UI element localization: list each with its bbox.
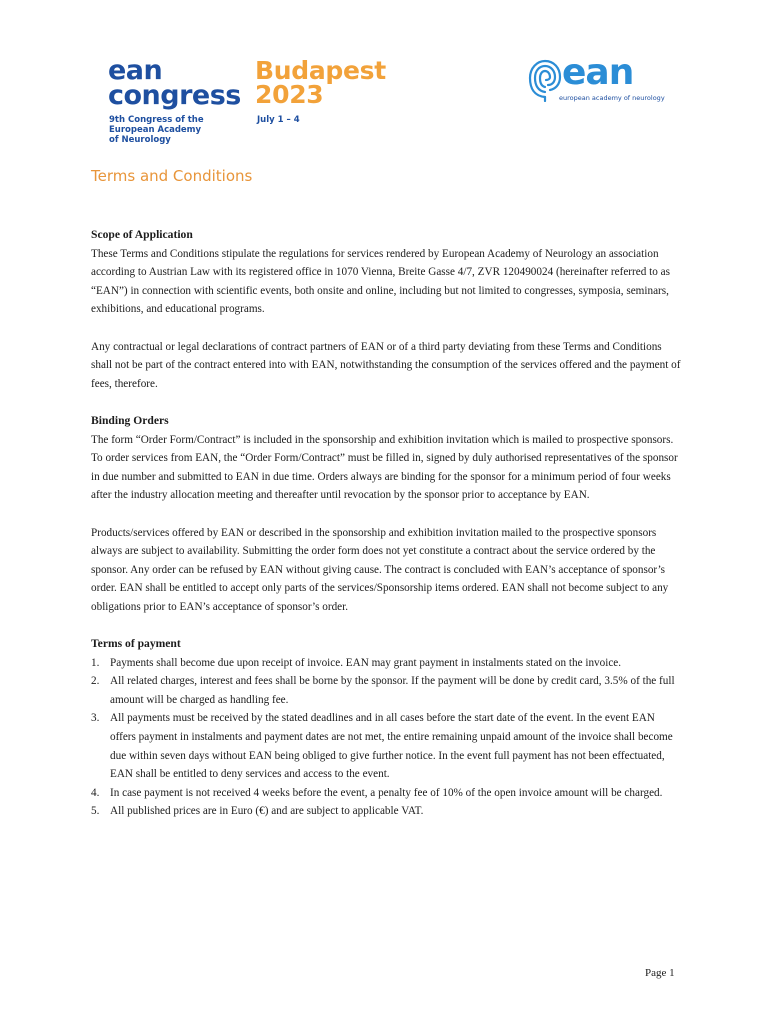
- ean-congress-logo: [108, 55, 241, 111]
- binding-paragraph-1: The form “Order Form/Contract” is included in the sponsorship and exhibition invitation which is mailed to prospective sponsors. To order services from EAN, the “Order Form/Contract” must be filled in, signed by duly authorised representatives of the sponsor in due number and submitted to EAN in due time. Orders always are binding for the sponsor for a minimum period of four weeks after the industry allocation meeting and thereafter until revocation by the sponsor prior to acceptance by EAN.: [91, 433, 678, 502]
- ean-wordmark: ean: [562, 52, 634, 93]
- scope-paragraph-2: Any contractual or legal declarations of contract partners of EAN or of a third party deviating from these Terms and Conditions shall not be part of the contract entered into with EAN, notwithstanding the consumption of the services offered and the payment of fees, therefore.: [91, 340, 681, 390]
- congress-subtitle: [109, 115, 204, 145]
- congress-dates: July 1 – 4: [257, 115, 300, 125]
- document-header: [0, 0, 770, 150]
- list-item: [91, 709, 681, 783]
- ean-logo: [528, 52, 668, 108]
- page-number: Page 1: [645, 967, 675, 979]
- document-body: [91, 226, 681, 821]
- list-text: All payments must be received by the stated deadlines and in all cases before the start date of the event. In the event EAN offers payment in instalments and payment dates are not met, the entire remaining unpaid amount of the invoice shall become due within seven days without EAN being obliged to give further notice. In the event full payment has not been effectuated, EAN shall be entitled to deny services and access to the event.: [110, 712, 673, 781]
- list-item: [91, 784, 681, 803]
- list-number: 3.: [91, 712, 100, 725]
- congress-sub-line: of Neurology: [109, 135, 171, 145]
- city-year-block: [255, 56, 386, 109]
- list-item: [91, 672, 681, 709]
- congress-year: 2023: [255, 80, 324, 109]
- ean-spiral-icon: [528, 58, 562, 102]
- list-number: 4.: [91, 786, 100, 799]
- list-number: 2.: [91, 675, 100, 688]
- list-text: In case payment is not received 4 weeks before the event, a penalty fee of 10% of the open invoice amount will be charged.: [110, 786, 663, 799]
- ean-tagline: european academy of neurology: [559, 94, 665, 102]
- list-item: [91, 654, 681, 673]
- list-text: All related charges, interest and fees shall be borne by the sponsor. If the payment will be done by credit card, 3.5% of the full amount will be charged as handling fee.: [110, 675, 675, 706]
- brand-line-1: ean: [108, 55, 163, 86]
- payment-terms-list: [91, 654, 681, 821]
- list-number: 1.: [91, 656, 100, 669]
- document-title: Terms and Conditions: [91, 167, 253, 185]
- list-text: Payments shall become due upon receipt of invoice. EAN may grant payment in instalments stated on the invoice.: [110, 656, 622, 669]
- binding-paragraph-2: Products/services offered by EAN or described in the sponsorship and exhibition invitation mailed to the prospective sponsors always are subject to availability. Submitting the order form does not yet constitute a contract about the service ordered by the sponsor. Any order can be refused by EAN without giving cause. The contract is concluded with EAN’s acceptance of sponsor’s order. EAN shall be entitled to accept only parts of the services/Sponsorship items ordered. EAN shall not become subject to any obligations prior to EAN’s acceptance of sponsor’s order.: [91, 526, 669, 613]
- congress-city: Budapest: [255, 56, 386, 85]
- list-item: [91, 802, 681, 821]
- brand-line-2: congress: [108, 80, 241, 111]
- congress-sub-line: 9th Congress of the: [109, 115, 204, 125]
- list-number: 5.: [91, 805, 100, 818]
- scope-paragraph-1: These Terms and Conditions stipulate the regulations for services rendered by European Academy of Neurology an association according to Austrian Law with its registered office in 1070 Vienna, Breite Gasse 4/7, ZVR 120490024 (hereinafter referred to as “EAN”) in connection with scientific events, both onsite and online, including but not limited to congresses, symposia, seminars, exhibitions, and educational programs.: [91, 247, 670, 316]
- section-heading-payment: Terms of payment: [91, 637, 181, 651]
- section-heading-binding: Binding Orders: [91, 413, 169, 427]
- section-heading-scope: Scope of Application: [91, 228, 193, 241]
- congress-sub-line: European Academy: [109, 125, 202, 135]
- list-text: All published prices are in Euro (€) and are subject to applicable VAT.: [110, 805, 424, 818]
